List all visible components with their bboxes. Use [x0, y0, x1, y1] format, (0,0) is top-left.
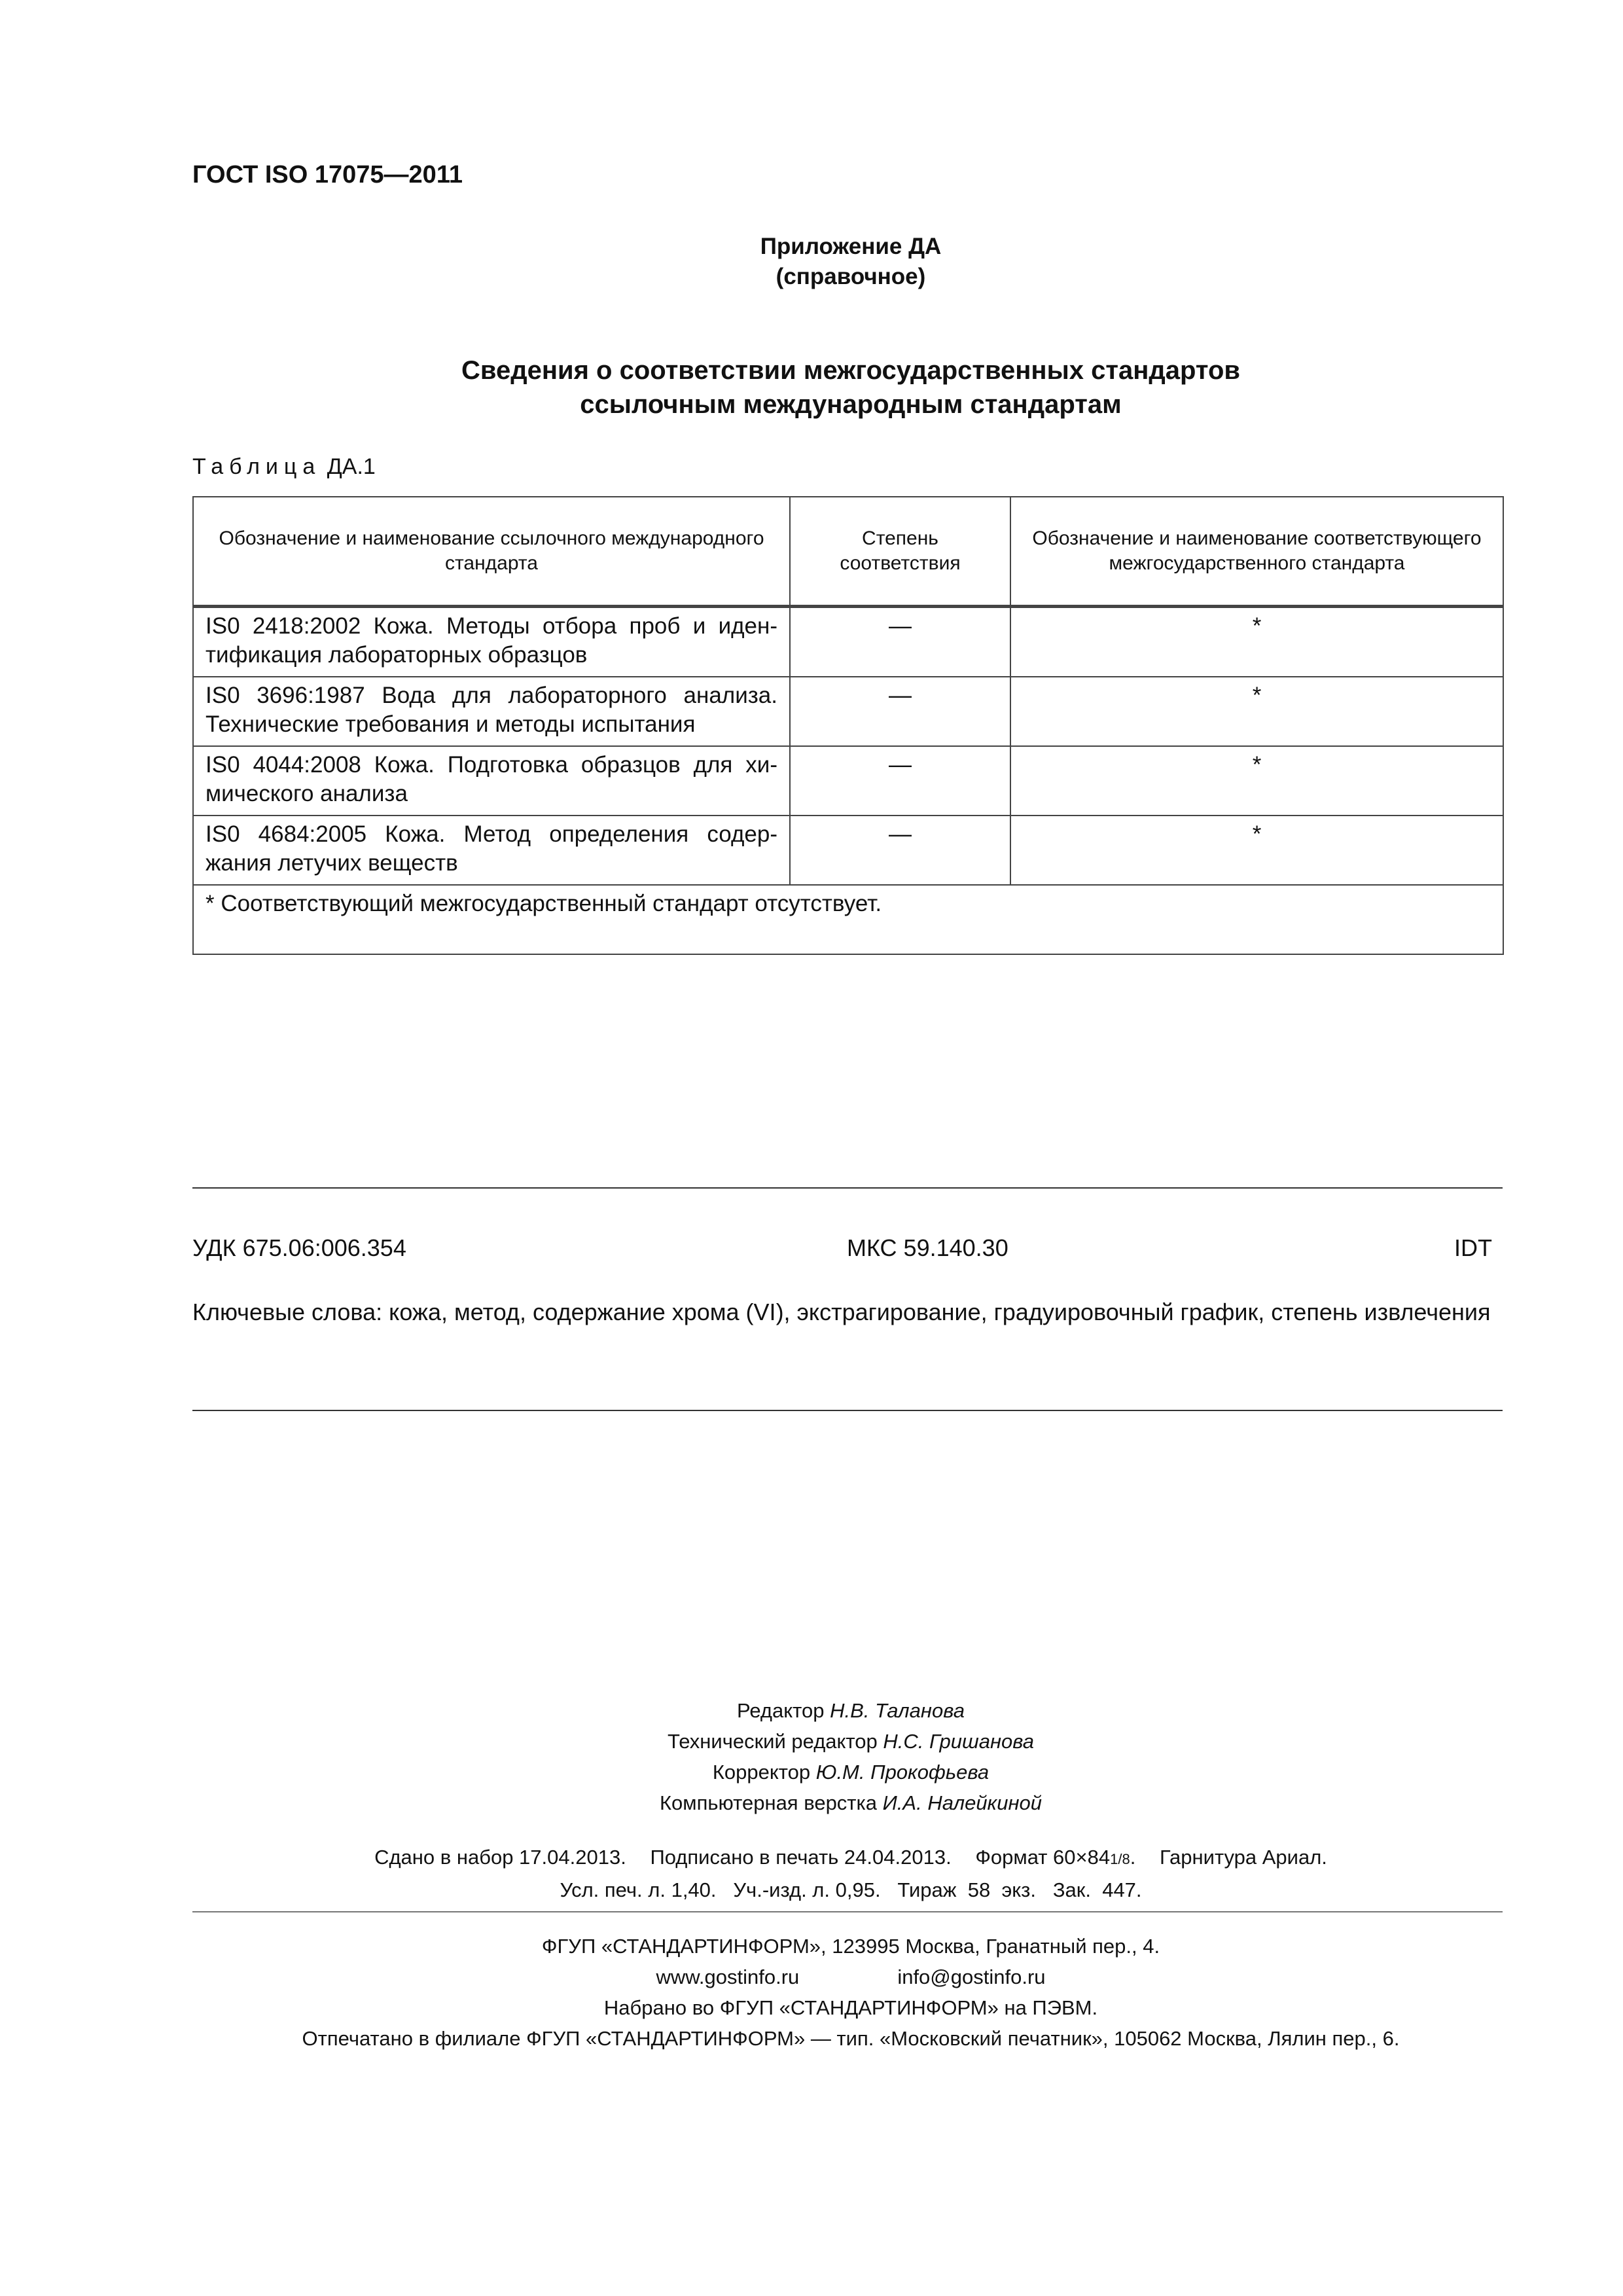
credit-label: Технический редактор: [668, 1730, 878, 1753]
mks-code: МКС 59.140.30: [847, 1234, 1008, 1261]
table-footnote: * Соответствующий межгосударственный стандарт отсутствует.: [193, 885, 1503, 954]
credit-corrector: [0, 1757, 1623, 1787]
table-caption-number: ДА.1: [327, 454, 376, 479]
credit-label: Корректор: [712, 1761, 811, 1784]
publisher-contacts: [0, 1962, 1623, 1992]
table-footnote-row: [193, 885, 1503, 954]
appendix-type: (справочное): [776, 264, 926, 289]
table-row: [193, 677, 1503, 746]
credit-person: И.А. Налейкиной: [882, 1791, 1042, 1814]
credit-person: Н.С. Гришанова: [883, 1730, 1034, 1753]
table-caption-word: Таблица: [192, 454, 321, 479]
divider-bottom: [192, 1410, 1503, 1411]
publisher-email-link[interactable]: info@gostinfo.ru: [897, 1965, 1046, 1988]
typeface: Гарнитура Ариал.: [1159, 1846, 1327, 1869]
standard-name: IS0 3696:1987 Вода для лабораторного анализа. Технические требования и методы испытания: [193, 677, 790, 746]
section-title: [0, 353, 1623, 422]
table-row: [193, 607, 1503, 677]
standard-name: IS0 4684:2005 Кожа. Метод определения содер-жания летучих веществ: [193, 816, 790, 885]
credit-editor: [0, 1695, 1623, 1726]
idt-code: IDT: [1454, 1234, 1492, 1261]
interstate-value: *: [1010, 746, 1503, 816]
degree-value: —: [790, 677, 1010, 746]
table-caption: [192, 454, 376, 480]
header-degree: Степень соответствия: [790, 497, 1010, 607]
degree-value: —: [790, 607, 1010, 677]
print-info: [0, 1842, 1623, 1905]
interstate-value: *: [1010, 816, 1503, 885]
submitted-date: Сдано в набор 17.04.2013.: [374, 1846, 626, 1869]
standard-name: IS0 4044:2008 Кожа. Подготовка образцов для хи-мического анализа: [193, 746, 790, 816]
appendix-title: Приложение ДА: [760, 234, 942, 259]
publisher-typeset: Набрано во ФГУП «СТАНДАРТИНФОРМ» на ПЭВМ.: [603, 1996, 1098, 2019]
publisher-printed: Отпечатано в филиале ФГУП «СТАНДАРТИНФОРМ» — тип. «Московский печатник», 105062 Москва, Лялин пер., 6.: [302, 2027, 1400, 2050]
format: Формат 60×841/8.: [975, 1846, 1136, 1869]
credit-tech-editor: [0, 1726, 1623, 1757]
interstate-value: *: [1010, 677, 1503, 746]
signed-date: Подписано в печать 24.04.2013.: [650, 1846, 952, 1869]
divider-publisher: [192, 1911, 1503, 1912]
degree-value: —: [790, 746, 1010, 816]
section-title-line-2: ссылочным международным стандартам: [580, 390, 1122, 419]
publisher-website-link[interactable]: www.gostinfo.ru: [656, 1965, 800, 1988]
header-interstate-standard: Обозначение и наименование соответствующего межгосударственного стандарта: [1010, 497, 1503, 607]
standard-name: IS0 2418:2002 Кожа. Методы отбора проб и иден-тификация лабораторных образцов: [193, 607, 790, 677]
keywords: Ключевые слова: кожа, метод, содержание хрома (VI), экстрагирование, градуировочный график, степень извлечения: [192, 1299, 1491, 1325]
credit-person: Н.В. Таланова: [830, 1699, 965, 1722]
divider-top: [192, 1187, 1503, 1189]
publisher-info: [0, 1931, 1623, 2054]
credit-person: Ю.М. Прокофьева: [815, 1761, 990, 1784]
appendix-heading: [0, 232, 1623, 292]
print-info-line-1: [0, 1842, 1623, 1874]
credit-layout: [0, 1787, 1623, 1818]
interstate-value: *: [1010, 607, 1503, 677]
credits: [0, 1695, 1623, 1818]
publisher-address: ФГУП «СТАНДАРТИНФОРМ», 123995 Москва, Гранатный пер., 4.: [541, 1935, 1160, 1958]
credit-label: Компьютерная верстка: [660, 1791, 877, 1814]
standards-table: [192, 496, 1504, 955]
udk-code: УДК 675.06:006.354: [192, 1234, 406, 1261]
table-header-row: [193, 497, 1503, 607]
document-code: ГОСТ ISO 17075—2011: [192, 161, 463, 188]
table-row: [193, 746, 1503, 816]
print-info-line-2: Усл. печ. л. 1,40. Уч.-изд. л. 0,95. Тираж 58 экз. Зак. 447.: [560, 1878, 1142, 1901]
table-row: [193, 816, 1503, 885]
credit-label: Редактор: [737, 1699, 825, 1722]
header-international-standard: Обозначение и наименование ссылочного международного стандарта: [193, 497, 790, 607]
format-fraction: 1/8: [1110, 1851, 1130, 1867]
format-label: Формат 60×84: [975, 1846, 1111, 1869]
section-title-line-1: Сведения о соответствии межгосударственных стандартов: [461, 356, 1240, 385]
degree-value: —: [790, 816, 1010, 885]
